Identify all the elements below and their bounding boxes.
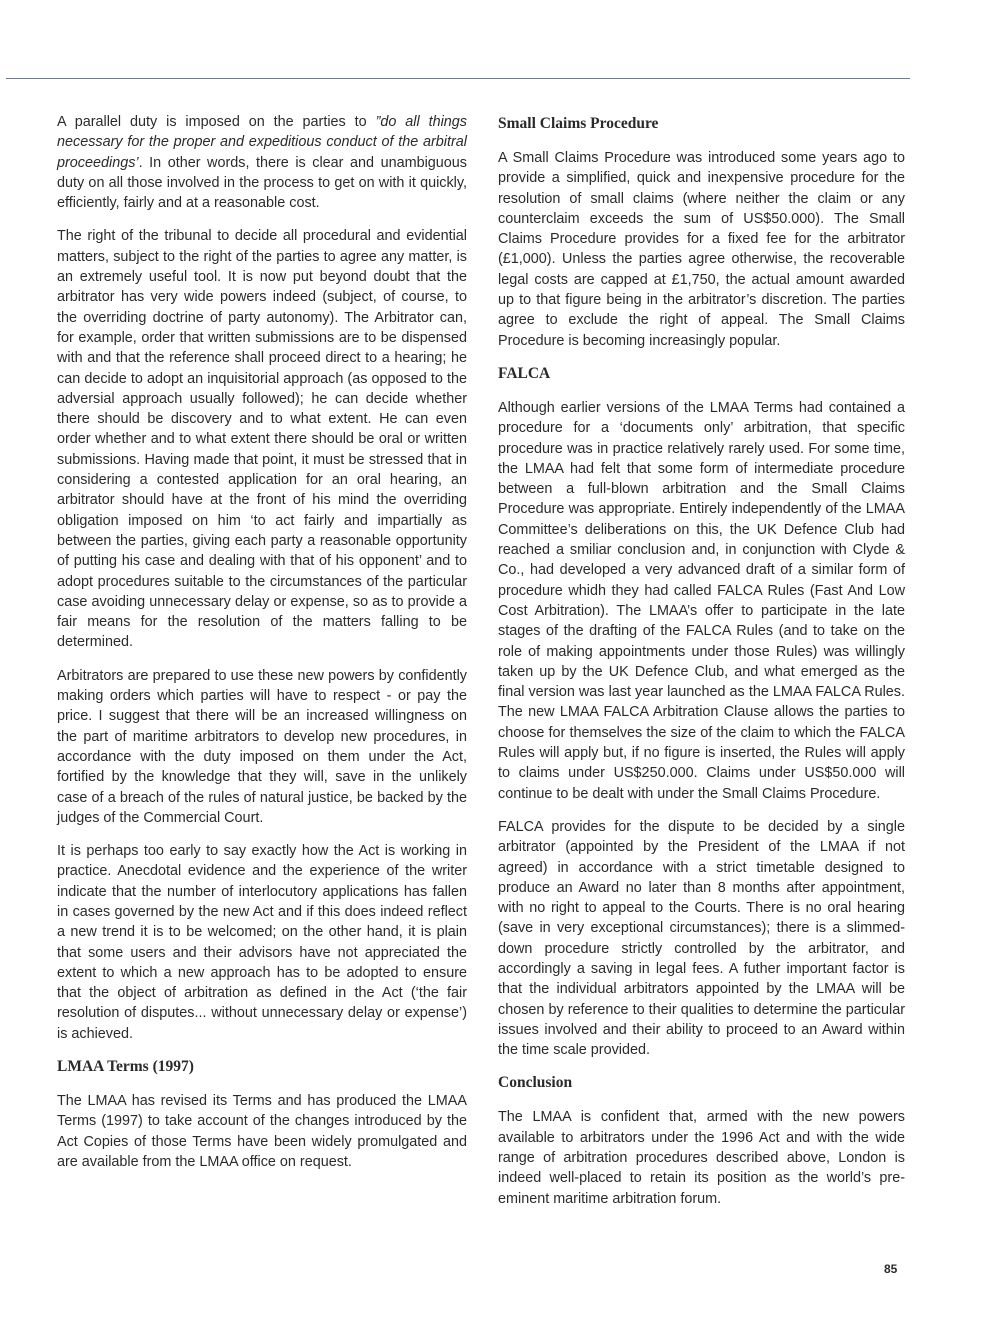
paragraph-small-claims: A Small Claims Procedure was introduced some years ago to provide a simplified, quick and inexpensive procedure for the resolution of small claims (where neither the claim or any counterclaim exceeds the sum of US$50.000). The Small Claims Procedure provides for a fixed fee for the arbitrator (£1,000). Unless the parties agree otherwise, the recoverable legal costs are capped at £1,750, the actual amount awarded up to that figure being in the arbitrator’s discretion. The parties agree to exclude the right of appeal. The Small Claims Procedure is becoming increasingly popular.: [498, 150, 905, 349]
right-column: [498, 114, 905, 1222]
paragraph-text: A parallel duty is imposed on the parties to: [57, 114, 376, 130]
paragraph-falca-history: Although earlier versions of the LMAA Terms had contained a procedure for a ‘documents only’ arbitration, that specific procedure was in practice relatively rarely used. For some time, the LMAA had felt that some form of intermediate procedure between a full-blown arbitration and the Small Claims Procedure was appropriate. Entirely independently of the LMAA Committee’s deliberations on this, the UK Defence Club had reached a smiliar conclusion and, in conjunction with Clyde & Co., had developed a very advanced draft of a similar form of procedure whidh they had called FALCA Rules (Fast And Low Cost Arbitration). The LMAA’s offer to participate in the late stages of the drafting of the FALCA Rules (and to take on the role of making appointments under those Rules) was willingly taken up by the UK Defence Club, and what emerged as the final version was last year launched as the LMAA FALCA Rules. The new LMAA FALCA Arbitration Clause allows the parties to choose for themselves the size of the claim to which the FALCA Rules will apply but, if no figure is inserted, the Rules will apply to claims under US$250.000. Claims under US$50.000 will continue to be dealt with under the Small Claims Procedure.: [498, 399, 905, 802]
paragraph-conclusion: The LMAA is confident that, armed with the new powers available to arbitrators under the 1996 Act and with the wide range of arbitration procedures described above, London is indeed well-placed to retain its position as the world’s pre-eminent maritime arbitration forum.: [498, 1109, 905, 1207]
quoted-text: ”do all things necessary for the proper and expeditious conduct of the arbitral proceedings’: [57, 114, 467, 171]
paragraph-duty: [57, 112, 467, 213]
heading-lmaa-terms: LMAA Terms (1997): [57, 1058, 194, 1076]
paragraph-act-working: It is perhaps too early to say exactly how the Act is working in practice. Anecdotal evidence and the experience of the writer indicate that the number of interlocutory applications has fallen in cases governed by the new Act and if this does indeed reflect a new trend it is to be welcomed; on the other hand, it is plain that some users and their advisors have not appreciated the extent to which a new approach has to be adopted to ensure that the object of arbitration as defined in the Act (‘the fair resolution of disputes... without unnecessary delay or expense’) is achieved.: [57, 843, 467, 1042]
paragraph-tribunal-powers: The right of the tribunal to decide all procedural and evidential matters, subject to the right of the parties to agree any matter, is an extremely useful tool. It is now put beyond doubt that the arbitrator has very wide powers indeed (subject, of course, to the overriding doctrine of party autonomy). The Arbitrator can, for example, order that written submissions are to be dispensed with and that the reference shall proceed direct to a hearing; he can decide to adopt an inquisitorial approach (as opposed to the adversial approach usually followed); he can decide whether there should be discovery and to what extent. He can even order whether and to what extent there should be oral or written submissions. Having made that point, it must be stressed that in considering a contested application for an oral hearing, an arbitrator should have at the front of his mind the overriding obligation imposed on him ‘to act fairly and impartially as between the parties, giving each party a reasonable opportunity of putting his case and dealing with that of his opponent’ and to adopt procedures suitable to the circumstances of the particular case avoiding unnecessary delay or expense, so as to provide a fair means for the resolution of the matters falling to be determined.: [57, 228, 467, 651]
page-number: 85: [884, 1262, 898, 1276]
header-rule: [6, 78, 910, 79]
paragraph-arbitrators: Arbitrators are prepared to use these new powers by confidently making orders which parties will have to respect - or pay the price. I suggest that there will be an increased willingness on the part of maritime arbitrators to develop new procedures, in accordance with the duty imposed on them under the Act, fortified by the knowledge that they will, save in the unlikely case of a breach of the rules of natural justice, be backed by the judges of the Commercial Court.: [57, 667, 467, 826]
paragraph-text: . In other words, there is clear and unambiguous duty on all those involved in the process to get on with it quickly, efficiently, fairly and at a reasonable cost.: [57, 154, 467, 212]
paragraph-lmaa-terms: The LMAA has revised its Terms and has produced the LMAA Terms (1997) to take account of the changes introduced by the Act Copies of those Terms have been widely promulgated and are available from the LMAA office on request.: [57, 1093, 467, 1170]
paragraph-falca-provisions: FALCA provides for the dispute to be decided by a single arbitrator (appointed by the President of the LMAA if not agreed) in accordance with a strict timetable designed to produce an Award no later than 8 months after appointment, with no right to appeal to the Courts. There is no oral hearing (save in very exceptional circumstances); there is a slimmed-down procedure strictly controlled by the arbitrator, and accordingly a saving in legal fees. A futher important factor is that the individual arbitrators appointed by the LMAA will be chosen by reference to their qualities to determine the particular issues involved and their ability to proceed to an Award within the time scale provided.: [498, 818, 905, 1059]
heading-falca: FALCA: [498, 364, 551, 382]
heading-conclusion: Conclusion: [498, 1074, 573, 1092]
heading-small-claims: Small Claims Procedure: [498, 115, 659, 132]
left-column: [57, 112, 467, 1185]
